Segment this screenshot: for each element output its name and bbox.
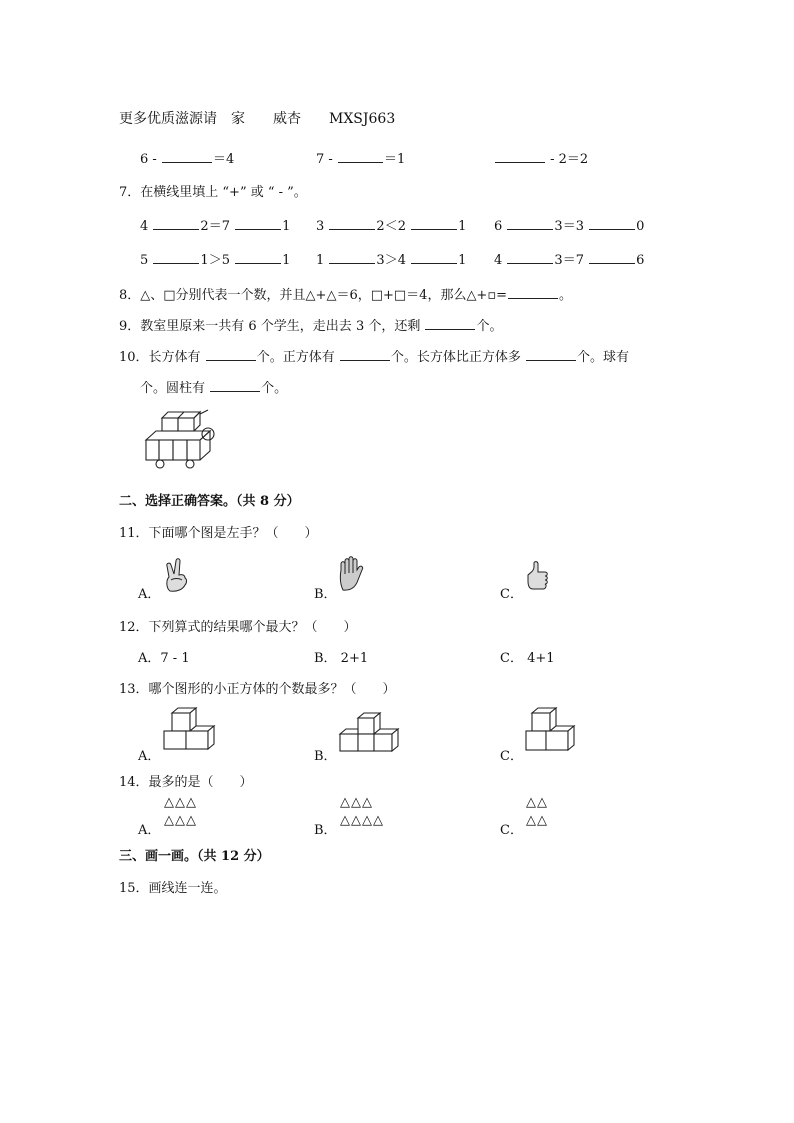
- q10-p4: 个。球有: [577, 350, 630, 365]
- q7-r1-n9: 0: [636, 219, 645, 234]
- q7-r1-blank2[interactable]: [235, 218, 281, 230]
- q7-r2-n3: 1: [282, 253, 291, 268]
- q6-a-blank[interactable]: [162, 151, 212, 163]
- q7-r2-n7: 4: [494, 253, 503, 268]
- q13-option-c[interactable]: C．: [500, 749, 523, 764]
- q7-r2-n5: 3＞4: [376, 253, 406, 268]
- q7-r1-blank4[interactable]: [411, 218, 457, 230]
- q10-p3: 个。长方体比正方体多: [390, 350, 521, 365]
- q15-text: 15．画线连一连。: [119, 881, 227, 896]
- q6-c-rest: - 2＝2: [550, 152, 589, 167]
- q8-end: 。: [559, 288, 573, 303]
- page-header: 更多优质滋源请 家 威杏 MXSJ663: [119, 111, 396, 127]
- q7-r1-n1: 4: [140, 219, 149, 234]
- q7-r1-c: [494, 215, 644, 234]
- q9-end: 个。: [476, 319, 503, 334]
- q10-line2: [140, 377, 287, 396]
- q11-option-a[interactable]: A．: [138, 587, 161, 602]
- q7-r1-blank1[interactable]: [153, 218, 199, 230]
- q6-b-blank[interactable]: [338, 151, 383, 163]
- q10-l2b: 个。: [261, 381, 288, 396]
- q9-blank[interactable]: [425, 318, 475, 330]
- q6-c-blank[interactable]: [495, 151, 545, 163]
- q13-option-b[interactable]: B．: [314, 749, 337, 764]
- q7-r1-n8: 3＝3: [554, 219, 584, 234]
- q14-text: 14．最多的是（ ）: [119, 775, 253, 790]
- q7-r2-blank3[interactable]: [329, 252, 375, 264]
- q7-r2-blank2[interactable]: [235, 252, 281, 264]
- q14-c-triangles-row1: △△: [526, 795, 548, 810]
- q14-option-b[interactable]: B．: [314, 823, 337, 838]
- q7-r2-blank6[interactable]: [589, 252, 635, 264]
- q10-blank1[interactable]: [206, 349, 256, 361]
- q11-option-c[interactable]: C．: [500, 587, 523, 602]
- q7-r2-c: [494, 249, 644, 268]
- q11-text: 11．下面哪个图是左手？（ ）: [119, 526, 318, 541]
- q7-r1-n2: 2＝7: [200, 219, 230, 234]
- q7-r1-n6: 1: [458, 219, 467, 234]
- q14-a-triangles-row1: △△△: [164, 795, 197, 810]
- q10-p1: 10．长方体有: [119, 350, 201, 365]
- q13-text: 13．哪个图形的小正方体的个数最多？（ ）: [119, 682, 396, 697]
- q7-title: 7．在横线里填上 “+” 或 “ - ”。: [119, 185, 307, 200]
- q7-r1-a: [140, 215, 290, 234]
- thumbs-up-icon: [525, 561, 549, 593]
- q12-option-a[interactable]: A．7 - 1: [138, 651, 190, 666]
- q7-r2-b: [316, 249, 466, 268]
- q12-text: 12．下列算式的结果哪个最大？（ ）: [119, 620, 357, 635]
- q14-option-c[interactable]: C．: [500, 823, 523, 838]
- q9: [119, 315, 503, 334]
- q10-blank3[interactable]: [526, 349, 576, 361]
- q7-r2-a: [140, 249, 290, 268]
- q7-r2-n9: 6: [636, 253, 645, 268]
- cubes-figure-a: [162, 707, 216, 751]
- q7-r2-n8: 3＝7: [554, 253, 584, 268]
- q7-r1-n5: 2＜2: [376, 219, 406, 234]
- q14-b-triangles-row1: △△△: [340, 795, 373, 810]
- q6-b: [316, 148, 405, 167]
- q14-option-a[interactable]: A．: [138, 823, 161, 838]
- q7-r2-n6: 1: [458, 253, 467, 268]
- q10-blank4[interactable]: [210, 380, 260, 392]
- q7-r1-n7: 6: [494, 219, 503, 234]
- q7-r1-blank3[interactable]: [329, 218, 375, 230]
- q14-c-triangles-row2: △△: [526, 813, 548, 828]
- tank-shapes-figure: [138, 406, 228, 470]
- q10-line1: [119, 346, 629, 365]
- q14-b-triangles-row2: △△△△: [340, 813, 384, 828]
- q11-option-b[interactable]: B．: [314, 587, 337, 602]
- open-palm-icon: [338, 556, 364, 592]
- q6-b-rest: ＝1: [383, 152, 406, 167]
- cubes-figure-b: [338, 711, 400, 753]
- q6-c: [494, 148, 588, 167]
- q12-option-b[interactable]: B． 2+1: [314, 651, 369, 666]
- q6-a: [140, 148, 234, 167]
- q12-option-c[interactable]: C． 4+1: [500, 651, 555, 666]
- q7-r2-blank4[interactable]: [411, 252, 457, 264]
- q7-r1-n3: 1: [282, 219, 291, 234]
- q8: [119, 284, 572, 303]
- q10-blank2[interactable]: [340, 349, 390, 361]
- q10-l2a: 个。圆柱有: [140, 381, 206, 396]
- q8-text: 8．△、□分别代表一个数，并且△+△＝6，□+□＝4，那么△+▫=: [119, 288, 508, 303]
- section-3-title: 三、画一画。（共 12 分）: [119, 849, 270, 864]
- q8-blank[interactable]: [508, 287, 558, 299]
- q6-a-rest: ＝4: [212, 152, 235, 167]
- q10-p2: 个。正方体有: [256, 350, 335, 365]
- victory-hand-icon: [163, 558, 191, 592]
- q7-r2-n2: 1＞5: [200, 253, 230, 268]
- q7-r1-blank5[interactable]: [507, 218, 553, 230]
- cubes-figure-c: [524, 707, 580, 753]
- q7-r1-blank6[interactable]: [589, 218, 635, 230]
- section-2-title: 二、选择正确答案。（共 8 分）: [119, 494, 300, 509]
- q6-a-text: 6 -: [140, 152, 157, 167]
- q7-r2-blank5[interactable]: [507, 252, 553, 264]
- q13-option-a[interactable]: A．: [138, 749, 161, 764]
- q14-a-triangles-row2: △△△: [164, 813, 197, 828]
- q7-r1-b: [316, 215, 466, 234]
- q9-text: 9．教室里原来一共有 6 个学生，走出去 3 个，还剩: [119, 319, 421, 334]
- q7-r2-blank1[interactable]: [153, 252, 199, 264]
- q7-r1-n4: 3: [316, 219, 325, 234]
- q7-r2-n1: 5: [140, 253, 149, 268]
- q6-b-text: 7 -: [316, 152, 333, 167]
- q7-r2-n4: 1: [316, 253, 325, 268]
